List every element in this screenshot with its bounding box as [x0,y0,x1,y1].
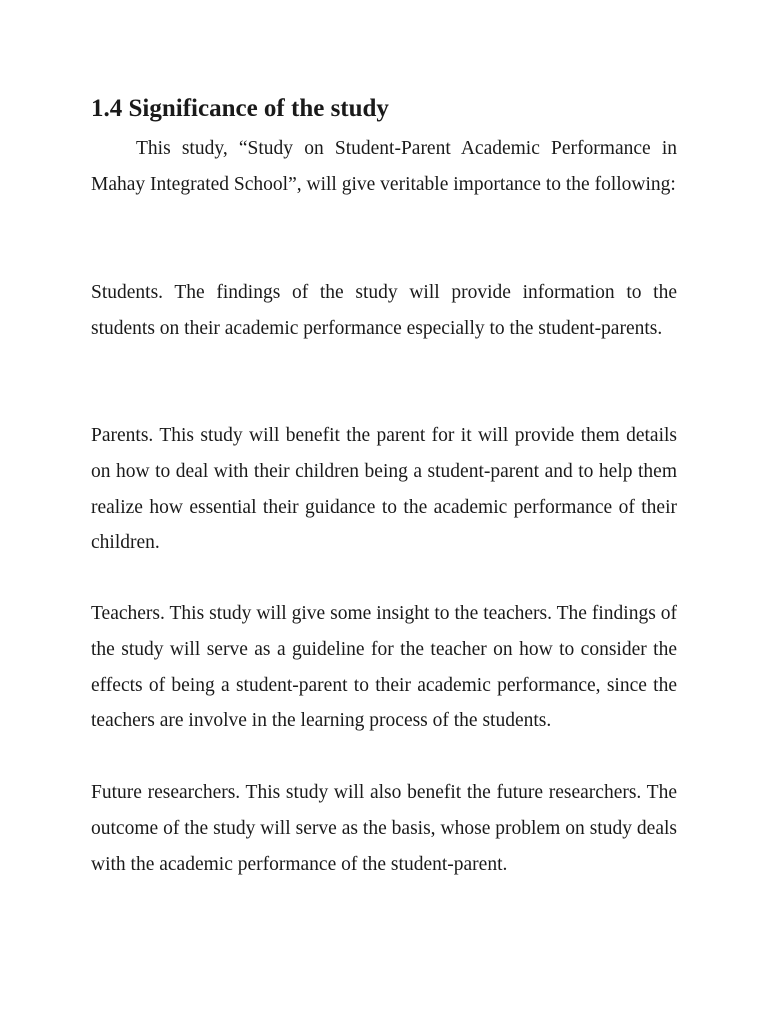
students-paragraph: Students. The findings of the study will provide information to the students on their academic performance especially to the student-parents. [91,282,677,339]
future-researchers-paragraph: Future researchers. This study will also benefit the future researchers. The outcome of the study will serve as the basis, whose problem on study deals with the academic performance of the student-parent. [91,782,677,875]
teachers-paragraph: Teachers. This study will give some insight to the teachers. The findings of the study will serve as a guideline for the teacher on how to consider the effects of being a student-parent to their academic performance, since the teachers are involve in the learning process of the students. [91,603,677,732]
intro-paragraph: This study, “Study on Student-Parent Academic Performance in Mahay Integrated School”, will give veritable importance to the following: [91,138,677,195]
section-heading: 1.4 Significance of the study [91,95,389,122]
parents-paragraph: Parents. This study will benefit the parent for it will provide them details on how to deal with their children being a student-parent and to help them realize how essential their guidance to the academic performance of their children. [91,425,677,554]
